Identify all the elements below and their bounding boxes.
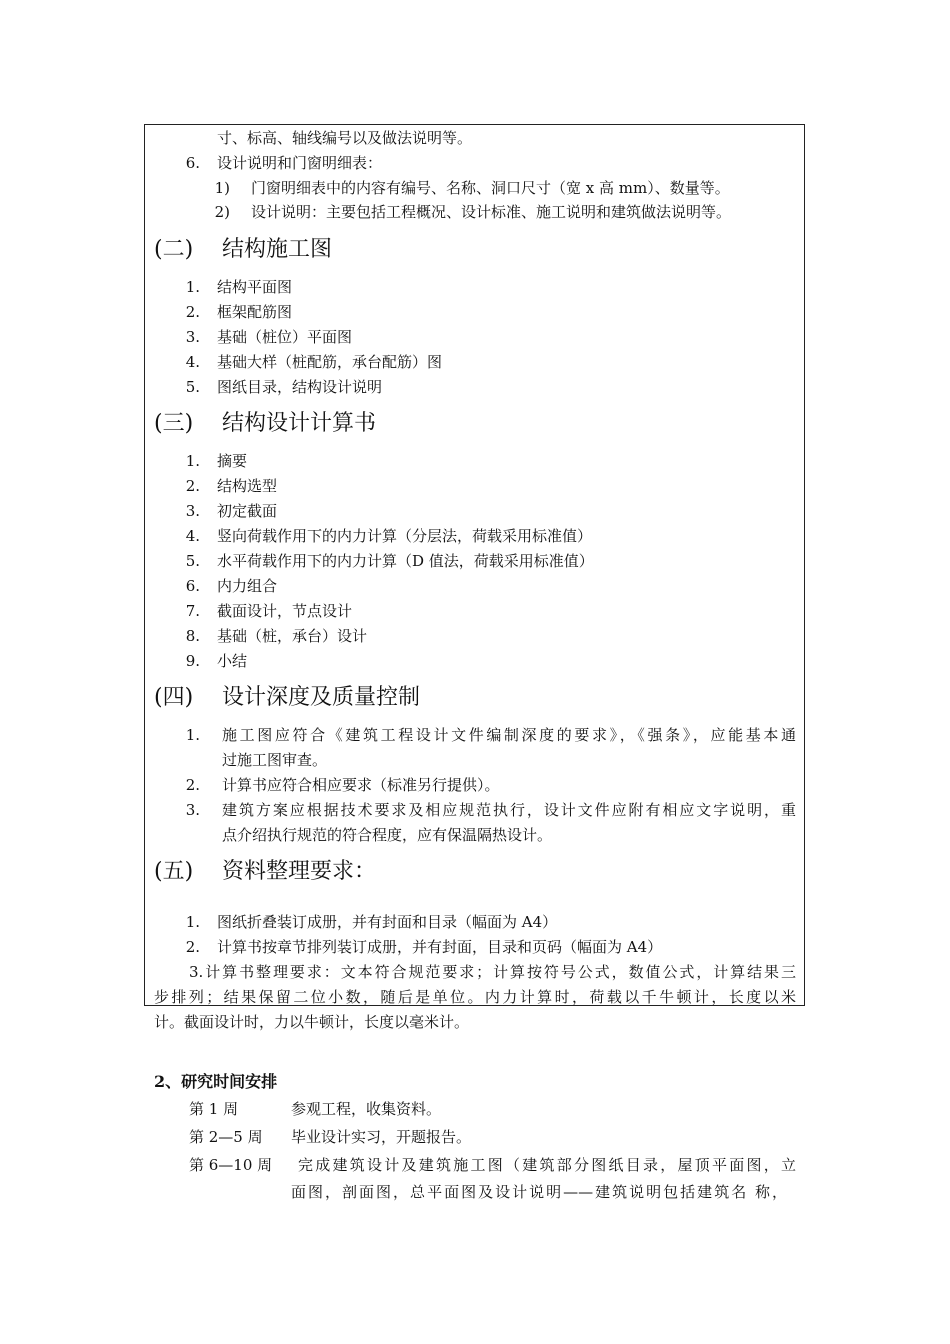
section-tag: (二) xyxy=(154,237,194,262)
list-item: 水平荷载作用下的内力计算（D 值法，荷载采用标准值） xyxy=(217,552,594,570)
list-item: 基础大样（桩配筋，承台配筋）图 xyxy=(217,353,443,371)
list-number: 9. xyxy=(185,652,200,670)
list-number: 6. xyxy=(185,154,200,172)
sub-item: 设计说明：主要包括工程概况、设计标准、施工说明和建筑做法说明等。 xyxy=(251,203,732,221)
week-label: 第 6—10 周 xyxy=(189,1156,273,1174)
paragraph-line: 步排列；结果保留二位小数，随后是单位。内力计算时，荷载以千牛顿计，长度以米 xyxy=(154,988,796,1006)
list-item-continuation: 过施工图审查。 xyxy=(222,751,328,769)
sub-item: 门窗明细表中的内容有编号、名称、洞口尺寸（宽 x 高 mm）、数量等。 xyxy=(251,179,730,197)
list-item: 框架配筋图 xyxy=(217,303,293,321)
list-item: 图纸目录，结构设计说明 xyxy=(217,378,383,396)
list-item-continuation: 点介绍执行规范的符合程度，应有保温隔热设计。 xyxy=(222,826,553,844)
list-item: 截面设计，节点设计 xyxy=(217,602,353,620)
list-number: 5. xyxy=(185,378,200,396)
list-number: 1. xyxy=(185,452,200,470)
week-label: 第 1 周 xyxy=(189,1100,239,1118)
week-task: 参观工程，收集资料。 xyxy=(291,1100,442,1118)
list-number: 5. xyxy=(185,552,200,570)
list-item: 图纸折叠装订成册，并有封面和目录（幅面为 A4） xyxy=(217,913,558,931)
section-tag: (三) xyxy=(154,411,194,436)
list-item: 计算书按章节排列装订成册，并有封面，目录和页码（幅面为 A4） xyxy=(217,938,663,956)
list-number: 3. xyxy=(185,502,200,520)
list-item: 内力组合 xyxy=(217,577,278,595)
section-title: 资料整理要求： xyxy=(222,859,377,884)
list-item: 小结 xyxy=(217,652,248,670)
list-number: 1. xyxy=(185,726,200,744)
list-item: 摘要 xyxy=(217,452,248,470)
paragraph-line: 3.计算书整理要求：文本符合规范要求；计算按符号公式，数值公式，计算结果三 xyxy=(189,963,796,981)
section-title: 结构施工图 xyxy=(222,237,333,262)
week-label: 第 2—5 周 xyxy=(189,1128,263,1146)
schedule-title: 2、研究时间安排 xyxy=(154,1072,278,1091)
list-item: 竖向荷载作用下的内力计算（分层法，荷载采用标准值） xyxy=(217,527,593,545)
list-item: 施工图应符合《建筑工程设计文件编制深度的要求》，《强条》，应能基本通 xyxy=(222,726,796,744)
list-item: 基础（桩位）平面图 xyxy=(217,328,353,346)
section-heading xyxy=(154,236,332,264)
section-tag: (五) xyxy=(154,859,194,884)
list-item: 建筑方案应根据技术要求及相应规范执行，设计文件应附有相应文字说明，重 xyxy=(222,801,796,819)
list-number: 3. xyxy=(185,328,200,346)
section-heading xyxy=(154,684,420,712)
week-task: 毕业设计实习，开题报告。 xyxy=(291,1128,472,1146)
list-item: 结构选型 xyxy=(217,477,278,495)
list-number: 1. xyxy=(185,278,200,296)
paragraph-line: 计。截面设计时，力以牛顿计，长度以毫米计。 xyxy=(154,1013,470,1031)
list-number: 4. xyxy=(185,527,200,545)
list-item: 基础（桩，承台）设计 xyxy=(217,627,368,645)
section-title: 结构设计计算书 xyxy=(222,411,377,436)
list-item: 初定截面 xyxy=(217,502,278,520)
list-number: 3. xyxy=(185,801,200,819)
list-number: 2. xyxy=(185,477,200,495)
section-tag: (四) xyxy=(154,685,194,710)
week-task-continuation: 面图，剖面图，总平面图及设计说明——建筑说明包括建筑名 称， xyxy=(291,1183,787,1201)
list-number: 7. xyxy=(185,602,200,620)
architecture-continuation: 寸、标高、轴线编号以及做法说明等。 xyxy=(217,129,473,147)
list-item: 结构平面图 xyxy=(217,278,293,296)
list-number: 6. xyxy=(185,577,200,595)
list-number: 1. xyxy=(185,913,200,931)
sub-number: 1) xyxy=(214,179,230,197)
list-number: 2. xyxy=(185,938,200,956)
list-item: 设计说明和门窗明细表： xyxy=(217,154,383,172)
section-heading xyxy=(154,410,376,438)
sub-number: 2) xyxy=(214,203,230,221)
section-heading xyxy=(154,858,376,886)
list-number: 2. xyxy=(185,303,200,321)
week-task: 完成建筑设计及建筑施工图（建筑部分图纸目录，屋顶平面图，立 xyxy=(298,1156,796,1174)
list-number: 8. xyxy=(185,627,200,645)
list-number: 2. xyxy=(185,776,200,794)
list-number: 4. xyxy=(185,353,200,371)
list-item: 计算书应符合相应要求（标准另行提供）。 xyxy=(222,776,500,794)
section-title: 设计深度及质量控制 xyxy=(222,685,421,710)
